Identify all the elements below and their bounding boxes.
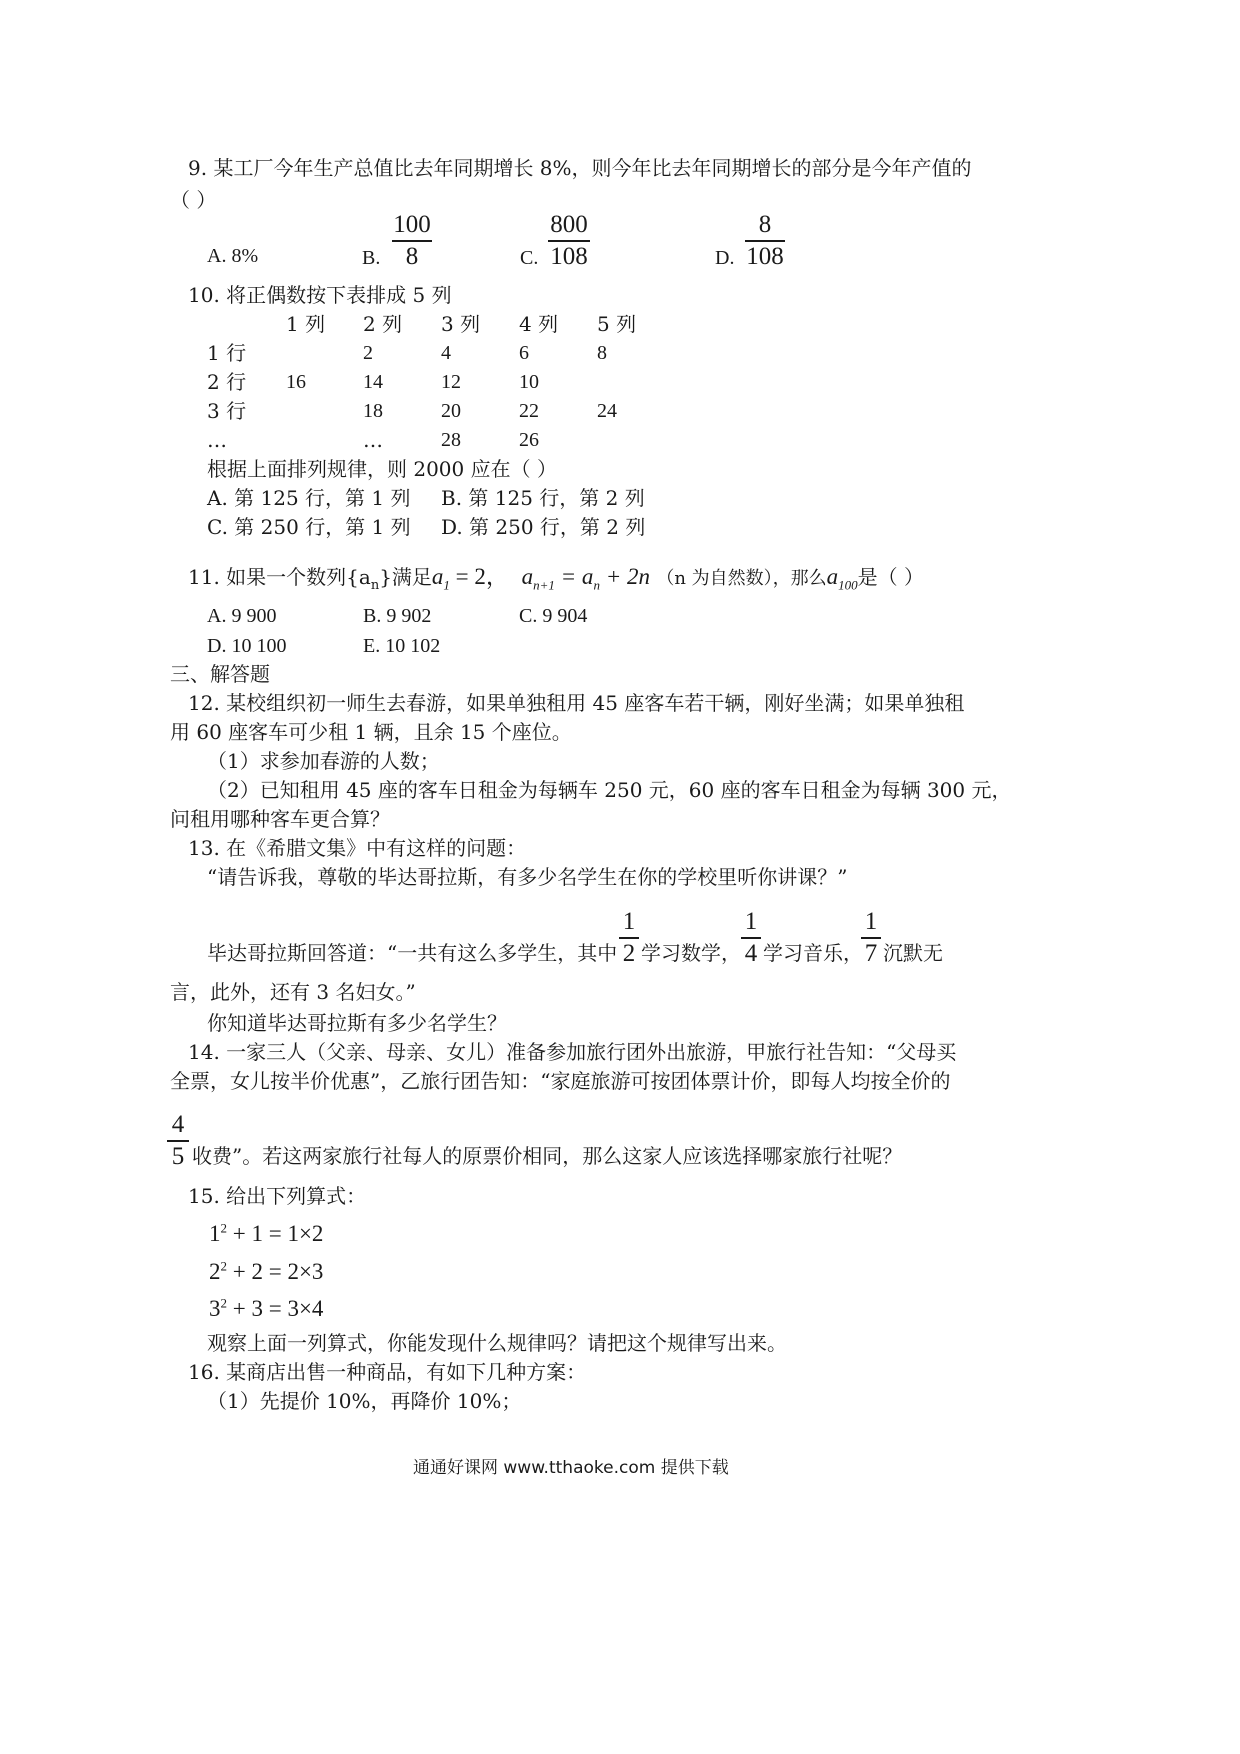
q10-row2-cell3: 12 (441, 371, 461, 393)
fraction-numerator: 4 (171, 1111, 185, 1138)
q10-row1-label: 1 行 (207, 341, 247, 365)
q9-option-b-fraction (392, 212, 432, 269)
q9-option-d-label: D. (715, 247, 735, 269)
q10-row3-label: 3 行 (207, 399, 247, 423)
q13-quote: “请告诉我，尊敬的毕达哥拉斯，有多少名学生在你的学校里听你讲课？” (207, 865, 848, 889)
fraction-numerator: 800 (550, 211, 588, 238)
q10-row1-cell3: 4 (441, 342, 451, 364)
q11-prefix: 11. 如果一个数列{a (188, 565, 371, 589)
q15-equation-3: $3^2 + 3 = 3\times 4$ (209, 1295, 324, 1321)
q10-row4-cell3: 28 (441, 429, 461, 451)
q14-line1: 14. 一家三人（父亲、母亲、女儿）准备参加旅行团外出旅游，甲旅行社告知：“父母买 (188, 1040, 957, 1064)
q10-header-col3: 3 列 (441, 312, 481, 336)
q16-part1: （1）先提价 10%，再降价 10%； (207, 1389, 522, 1413)
fraction-denominator: 5 (171, 1143, 185, 1170)
fraction-numerator: 8 (758, 211, 772, 238)
fraction-numerator: 1 (744, 908, 758, 935)
q9-option-d-fraction (745, 212, 785, 269)
q10-row3-cell5: 24 (597, 400, 617, 422)
q13-fraction-quarter (741, 909, 761, 966)
q15-line1: 15. 给出下列算式： (188, 1184, 367, 1208)
fraction-bar (741, 937, 761, 939)
q12-part2-cont: 问租用哪种客车更合算？ (170, 807, 390, 831)
q9-answer-bracket: （ ） (170, 188, 217, 212)
q12-line2: 用 60 座客车可少租 1 辆，且余 15 个座位。 (170, 720, 572, 744)
q10-header-col1: 1 列 (286, 312, 326, 336)
q13-answer-silent: 沉默无 (883, 941, 943, 965)
fraction-denominator: 8 (405, 243, 419, 270)
q13-answer-start: 毕达哥拉斯回答道：“一共有这么多学生，其中 (207, 941, 618, 965)
q10-row2-cell1: 16 (286, 371, 306, 393)
q12-part2: （2）已知租用 45 座的客车日租金为每辆车 250 元，60 座的客车日租金为每辆 300 元， (207, 778, 1012, 802)
q13-answer-math: 学习数学， (641, 941, 741, 965)
q14-line2: 全票，女儿按半价优惠”，乙旅行团告知：“家庭旅游可按团体票计价，即每人均按全价的 (170, 1069, 951, 1093)
q14-line3: 收费”。若这两家旅行社每人的原票价相同，那么这家人应该选择哪家旅行社呢？ (192, 1144, 903, 1168)
q10-row1-cell5: 8 (597, 342, 607, 364)
fraction-numerator: 100 (393, 211, 431, 238)
q10-row2-cell2: 14 (363, 371, 383, 393)
q11-formula-recurrence: $a_{n+1} = a_n + 2n$ (521, 564, 650, 593)
fraction-bar (745, 240, 785, 242)
q11-option-c: C. 9 904 (519, 605, 588, 627)
q13-answer-music: 学习音乐， (763, 941, 863, 965)
fraction-denominator: 108 (550, 243, 588, 270)
q9-option-a: A. 8% (207, 245, 259, 267)
q13-fraction-half (619, 909, 639, 966)
q13-question: 你知道毕达哥拉斯有多少名学生？ (207, 1011, 507, 1035)
q10-row3-cell4: 22 (519, 400, 539, 422)
fraction-denominator: 7 (864, 940, 878, 967)
q13-answer-end: 言，此外，还有 3 名妇女。” (170, 980, 416, 1004)
q16-line1: 16. 某商店出售一种商品，有如下几种方案： (188, 1360, 587, 1384)
q10-row4-label: … (207, 428, 227, 452)
q11-option-e: E. 10 102 (363, 635, 441, 657)
q9-line1: 9. 某工厂今年生产总值比去年同期增长 8%，则今年比去年同期增长的部分是今年产值的 (188, 156, 972, 180)
fraction-denominator: 2 (622, 940, 636, 967)
q10-question: 根据上面排列规律，则 2000 应在（ ） (207, 457, 557, 481)
page-footer: 通通好课网 www.tthaoke.com 提供下载 (413, 1458, 729, 1478)
q11-suffix: 是（ ） (857, 565, 925, 589)
q10-row3-cell2: 18 (363, 400, 383, 422)
fraction-bar (167, 1140, 189, 1142)
q15-question: 观察上面一列算式，你能发现什么规律吗？请把这个规律写出来。 (207, 1331, 787, 1355)
q10-option-a: A. 第 125 行，第 1 列 (207, 486, 411, 510)
q10-header-col2: 2 列 (363, 312, 403, 336)
q11-prefix-subscript: n (370, 578, 380, 593)
q11-stem (188, 564, 925, 593)
fraction-bar (392, 240, 432, 242)
fraction-bar (619, 937, 639, 939)
fraction-bar (861, 937, 881, 939)
q14-fraction (167, 1112, 189, 1169)
q11-formula-a1: $a_1 = 2$， (431, 564, 509, 593)
q10-row2-cell4: 10 (519, 371, 539, 393)
fraction-denominator: 4 (744, 940, 758, 967)
fraction-numerator: 1 (622, 908, 636, 935)
fraction-denominator: 108 (746, 243, 784, 270)
q11-condition: （n 为自然数），那么 (656, 568, 827, 589)
q11-option-d: D. 10 100 (207, 635, 287, 657)
q9-option-c-fraction (548, 212, 590, 269)
q10-row4-cell4: 26 (519, 429, 539, 451)
q12-part1: （1）求参加春游的人数； (207, 749, 440, 773)
q10-option-c: C. 第 250 行，第 1 列 (207, 515, 411, 539)
q11-option-a: A. 9 900 (207, 605, 277, 627)
q10-option-d: D. 第 250 行，第 2 列 (441, 515, 646, 539)
q11-mid: }满足 (379, 565, 432, 589)
q12-line1: 12. 某校组织初一师生去春游，如果单独租用 45 座客车若干辆，刚好坐满；如果单独租 (188, 691, 965, 715)
fraction-numerator: 1 (864, 908, 878, 935)
q15-equation-1: $1^2 + 1 = 1\times 2$ (209, 1220, 324, 1246)
q10-intro: 10. 将正偶数按下表排成 5 列 (188, 283, 452, 307)
q10-row1-cell2: 2 (363, 342, 373, 364)
q9-option-b-label: B. (362, 247, 381, 269)
q13-fraction-seventh (861, 909, 881, 966)
q10-row2-label: 2 行 (207, 370, 247, 394)
section-heading: 三、解答题 (170, 662, 270, 686)
fraction-bar (548, 240, 590, 242)
q10-header-col4: 4 列 (519, 312, 559, 336)
q10-row3-cell3: 20 (441, 400, 461, 422)
q15-equation-2: $2^2 + 2 = 2\times 3$ (209, 1258, 324, 1284)
q13-line1: 13. 在《希腊文集》中有这样的问题： (188, 836, 527, 860)
q10-row1-cell4: 6 (519, 342, 529, 364)
q11-formula-a100: $a_{100}$ (826, 564, 858, 593)
q11-option-b: B. 9 902 (363, 605, 432, 627)
q10-option-b: B. 第 125 行，第 2 列 (441, 486, 645, 510)
q10-row4-cell2: … (363, 428, 383, 452)
q9-option-c-label: C. (520, 247, 539, 269)
q10-header-col5: 5 列 (597, 312, 637, 336)
